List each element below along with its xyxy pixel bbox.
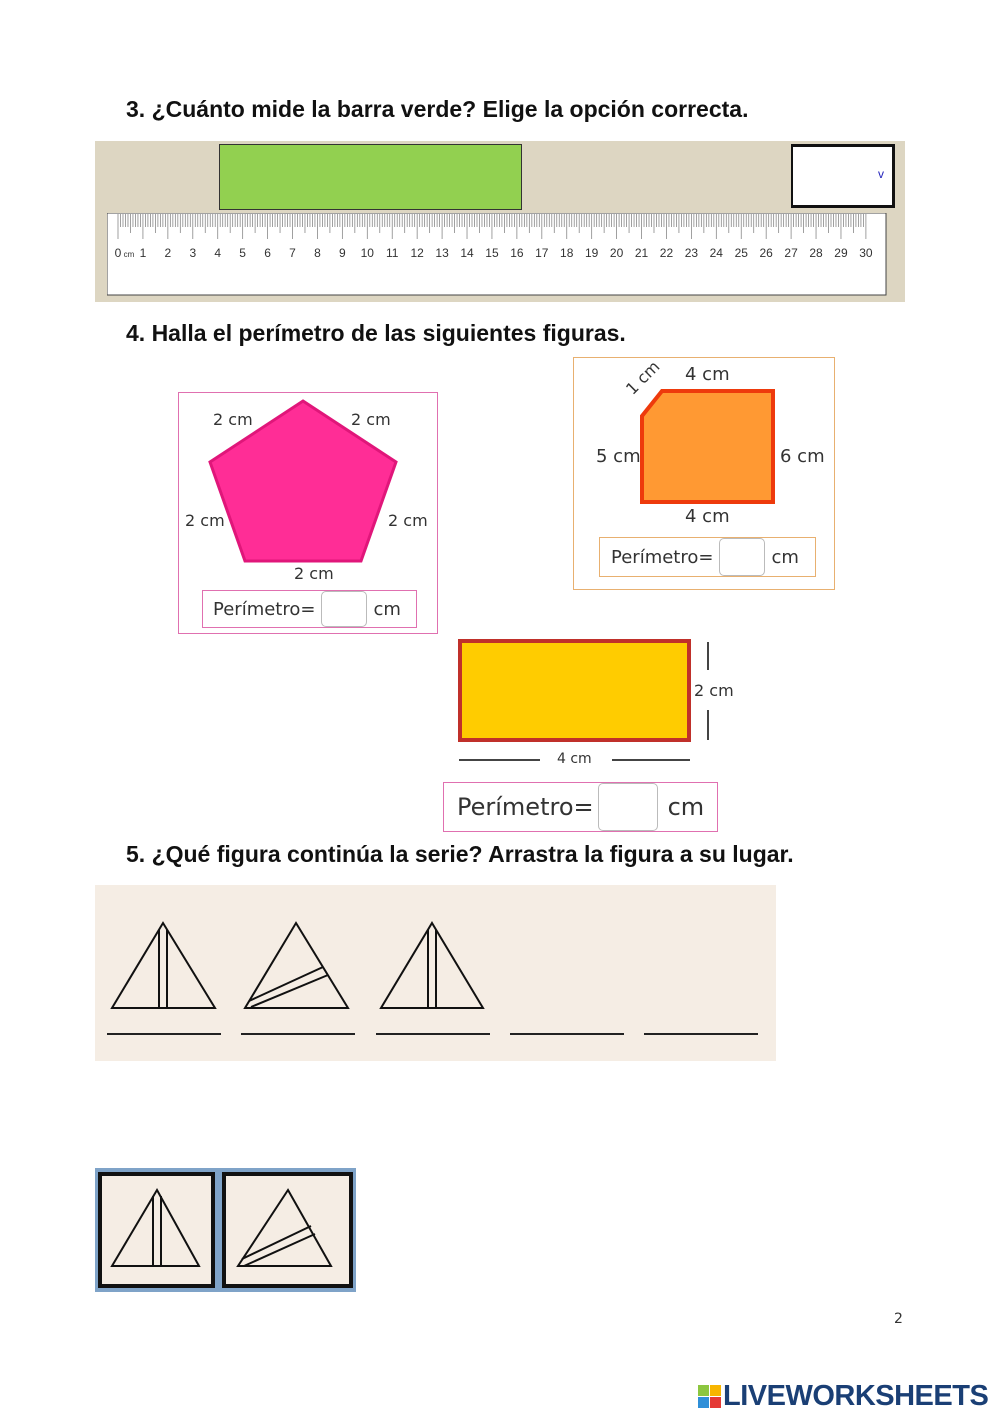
- question-5-title: 5. ¿Qué figura continúa la serie? Arrastra la figura a su lugar.: [126, 841, 794, 867]
- pentagon-side-label: 2 cm: [388, 511, 428, 530]
- drag-option-vertical[interactable]: [100, 1174, 213, 1286]
- pentagon-perimeter-input[interactable]: [321, 591, 367, 627]
- pentagon-side-label: 2 cm: [351, 410, 391, 429]
- hexagon-right-label: 6 cm: [780, 446, 825, 467]
- ruler-label: 4: [214, 246, 222, 260]
- ruler-label: 9: [339, 246, 346, 260]
- hexagon-perimeter-row: [599, 537, 816, 577]
- ruler-label: 0: [114, 246, 122, 260]
- ruler-label: 22: [659, 246, 674, 260]
- unit-label: cm: [667, 793, 705, 821]
- ruler-label: 14: [460, 246, 474, 260]
- ruler-label: 28: [809, 246, 823, 260]
- pentagon-side-label: 2 cm: [185, 511, 225, 530]
- brand-logo: [698, 1380, 988, 1413]
- ruler-label: 27: [784, 246, 798, 260]
- ruler-label: 13: [435, 246, 449, 260]
- page-number: 2: [894, 1311, 903, 1327]
- rectangle-width-label: 4 cm: [557, 751, 592, 767]
- hexagon-left-label: 5 cm: [596, 446, 641, 467]
- perimeter-label: Perímetro=: [457, 793, 594, 821]
- hexagon-bottom-label: 4 cm: [685, 506, 730, 527]
- brand-name: LIVEWORKSHEETS: [723, 1380, 989, 1412]
- ruler-label: 10: [360, 246, 374, 260]
- draggable-options: [95, 1168, 356, 1292]
- ruler-label: 12: [410, 246, 424, 260]
- rectangle-perimeter-input[interactable]: [598, 783, 658, 831]
- ruler-label: 21: [634, 246, 649, 260]
- ruler-label: 30: [859, 246, 873, 260]
- rectangle-shape: [460, 641, 689, 740]
- ruler-label: cm: [123, 250, 135, 259]
- ruler-label: 7: [289, 246, 296, 260]
- ruler-label: 23: [684, 246, 699, 260]
- ruler-label: 6: [264, 246, 271, 260]
- ruler-label: 1: [139, 246, 147, 260]
- ruler-label: 11: [385, 246, 399, 260]
- unit-label: cm: [771, 546, 799, 568]
- ruler-label: 29: [834, 246, 848, 260]
- perimeter-label: Perímetro=: [611, 546, 714, 568]
- ruler-label: 24: [709, 246, 723, 260]
- ruler-label: 26: [759, 246, 773, 260]
- question-4-title: 4. Halla el perímetro de las siguientes figuras.: [126, 320, 626, 346]
- ruler-label: 25: [734, 246, 748, 260]
- pentagon-side-label: 2 cm: [294, 564, 334, 583]
- rectangle-perimeter-row: [443, 782, 718, 832]
- hexagon-top-label: 4 cm: [685, 364, 730, 385]
- ruler-label: 15: [485, 246, 499, 260]
- ruler-label: 16: [510, 246, 524, 260]
- rectangle-height-label: 2 cm: [694, 681, 734, 700]
- ruler-label: 17: [535, 246, 549, 260]
- chevron-down-icon: v: [878, 167, 884, 181]
- ruler-label: 8: [314, 246, 321, 260]
- ruler-label: 20: [609, 246, 624, 260]
- ruler-label: 5: [239, 246, 246, 260]
- perimeter-label: Perímetro=: [213, 598, 316, 620]
- ruler-label: 19: [584, 246, 599, 260]
- ruler-label: 2: [164, 246, 172, 260]
- series-panel: [95, 885, 776, 1061]
- logo-icon: [698, 1385, 721, 1408]
- pentagon-side-label: 2 cm: [213, 410, 253, 429]
- ruler-label: 3: [189, 246, 197, 260]
- unit-label: cm: [373, 598, 401, 620]
- hexagon-diag-label: 1 cm: [622, 356, 664, 399]
- question-3-title: 3. ¿Cuánto mide la barra verde? Elige la opción correcta.: [126, 96, 749, 122]
- ruler-label: 18: [560, 246, 574, 260]
- pentagon-perimeter-row: [202, 590, 417, 628]
- hexagon-perimeter-input[interactable]: [719, 538, 765, 576]
- drag-option-diagonal[interactable]: [224, 1174, 351, 1286]
